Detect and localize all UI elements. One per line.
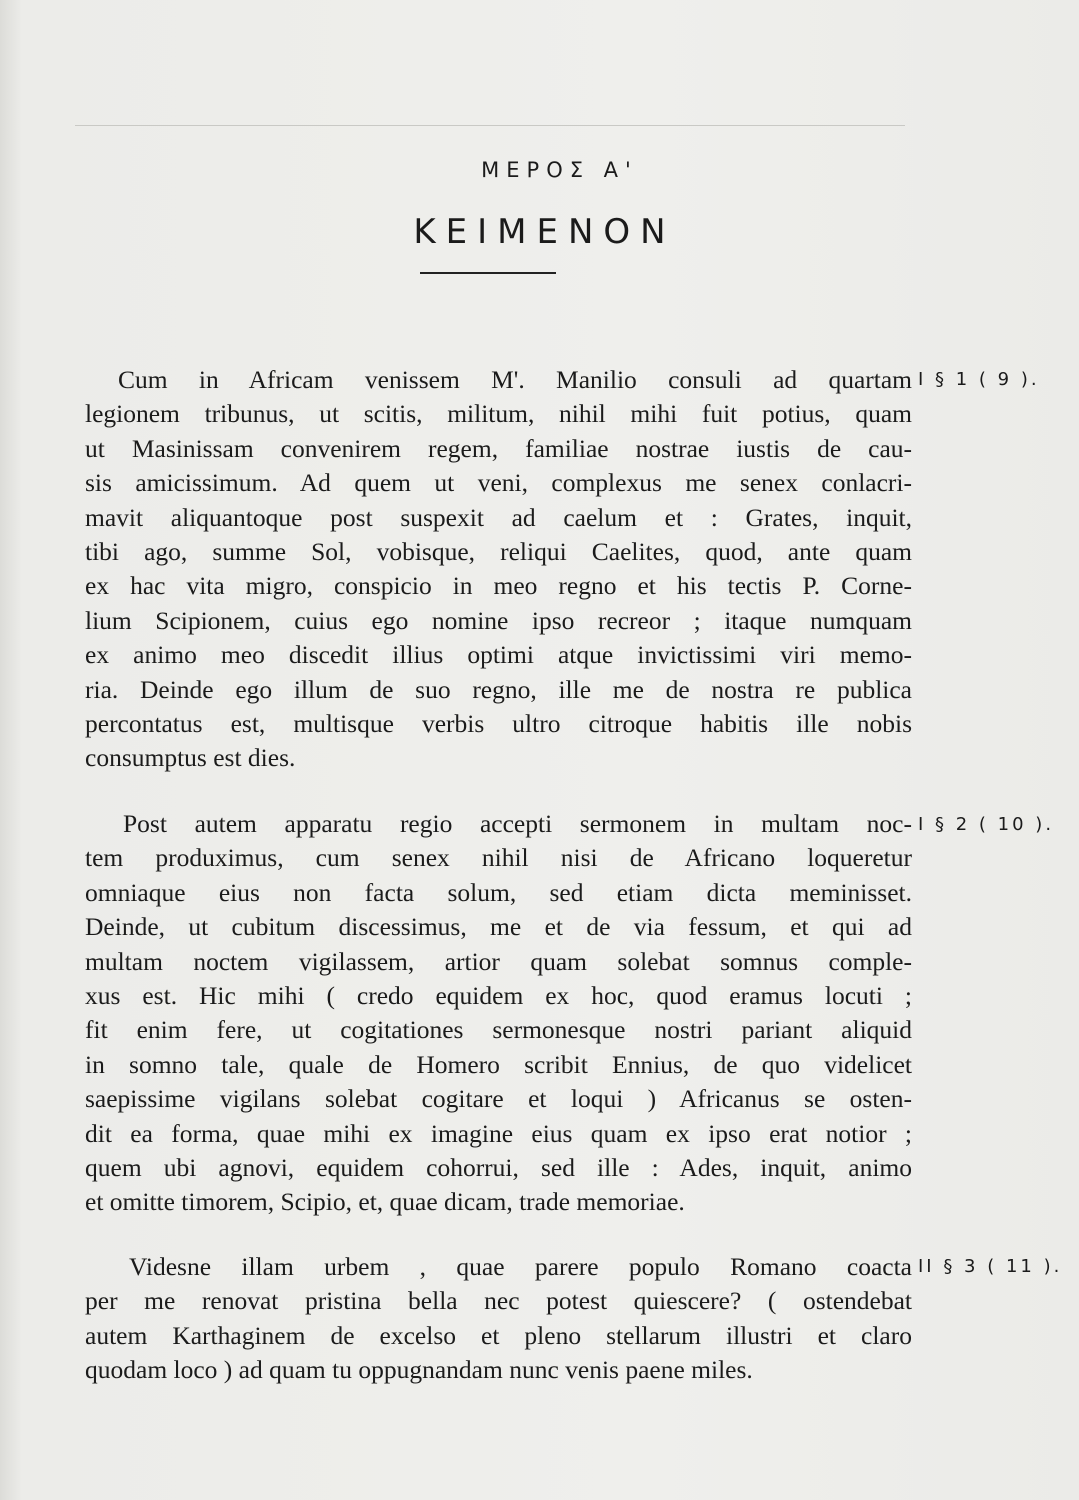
text-line: tibi ago, summe Sol, vobisque, reliqui Caelites, quod, ante quam xyxy=(85,537,912,567)
text-line: multam noctem vigilassem, artior quam solebat somnus comple- xyxy=(85,946,912,976)
section-reference-1: I § 1 ( 9 ). xyxy=(918,369,1040,390)
text-line: ex hac vita migro, conspicio in meo regno et his tectis P. Corne- xyxy=(85,571,912,601)
text-line: lium Scipionem, cuius ego nomine ipso recreor ; itaque numquam xyxy=(85,605,912,635)
text-line: per me renovat pristina bella nec potest quiescere? ( ostendebat xyxy=(85,1286,912,1316)
text-line: Videsne illam urbem , quae parere populo Romano coacta xyxy=(129,1252,912,1281)
paragraph-2 xyxy=(85,807,912,1220)
text-line: consumptus est dies. xyxy=(85,743,296,773)
text-line: Post autem apparatu regio accepti sermonem in multam noc- xyxy=(123,809,912,838)
text-line: quem ubi agnovi, equidem cohorrui, sed ille : Ades, inquit, animo xyxy=(85,1153,912,1183)
text-line: ex animo meo discedit illius optimi atque invictissimi viri memo- xyxy=(85,640,912,670)
section-reference-2: I § 2 ( 10 ). xyxy=(918,814,1055,835)
paragraph-3 xyxy=(85,1250,912,1388)
text-line: dit ea forma, quae mihi ex imagine eius quam ex ipso erat notior ; xyxy=(85,1118,912,1148)
title-underline xyxy=(420,272,556,274)
section-reference-3: II § 3 ( 11 ). xyxy=(918,1256,1063,1277)
text-line: fit enim fere, ut cogitationes sermonesque nostri pariant aliquid xyxy=(85,1015,912,1045)
bleed-through-header-rule xyxy=(75,125,905,126)
text-line: et omitte timorem, Scipio, et, quae dicam, trade memoriae. xyxy=(85,1187,685,1217)
text-line: saepissime vigilans solebat cogitare et loqui ) Africanus se osten- xyxy=(85,1084,912,1114)
section-title: ΚΕΙΜΕΝΟΝ xyxy=(413,212,676,252)
text-line: ut Masinissam convenirem regem, familiae nostrae iustis de cau- xyxy=(85,433,912,463)
text-line: tem produximus, cum senex nihil nisi de Africano loqueretur xyxy=(85,843,912,873)
text-line: quodam loco ) ad quam tu oppugnandam nunc venis paene miles. xyxy=(85,1355,753,1385)
text-line: xus est. Hic mihi ( credo equidem ex hoc, quod eramus locuti ; xyxy=(85,981,912,1011)
text-line: autem Karthaginem de excelso et pleno stellarum illustri et claro xyxy=(85,1320,912,1350)
text-line: sis amicissimum. Ad quem ut veni, complexus me senex conlacri- xyxy=(85,468,912,498)
paragraph-1 xyxy=(85,363,912,776)
part-heading: ΜΕΡΟΣ Α' xyxy=(481,158,638,182)
text-line: legionem tribunus, ut scitis, militum, nihil mihi fuit potius, quam xyxy=(85,399,912,429)
text-line: Deinde, ut cubitum discessimus, me et de via fessum, et qui ad xyxy=(85,912,912,942)
text-line: ria. Deinde ego illum de suo regno, ille me de nostra re publica xyxy=(85,674,912,704)
text-line: in somno tale, quale de Homero scribit Ennius, de quo videlicet xyxy=(85,1049,912,1079)
text-line: Cum in Africam venissem M'. Manilio consuli ad quartam xyxy=(118,365,912,394)
text-line: percontatus est, multisque verbis ultro citroque habitis ille nobis xyxy=(85,709,912,739)
text-line: mavit aliquantoque post suspexit ad caelum et : Grates, inquit, xyxy=(85,502,912,532)
text-line: omniaque eius non facta solum, sed etiam dicta meminisset. xyxy=(85,877,912,907)
